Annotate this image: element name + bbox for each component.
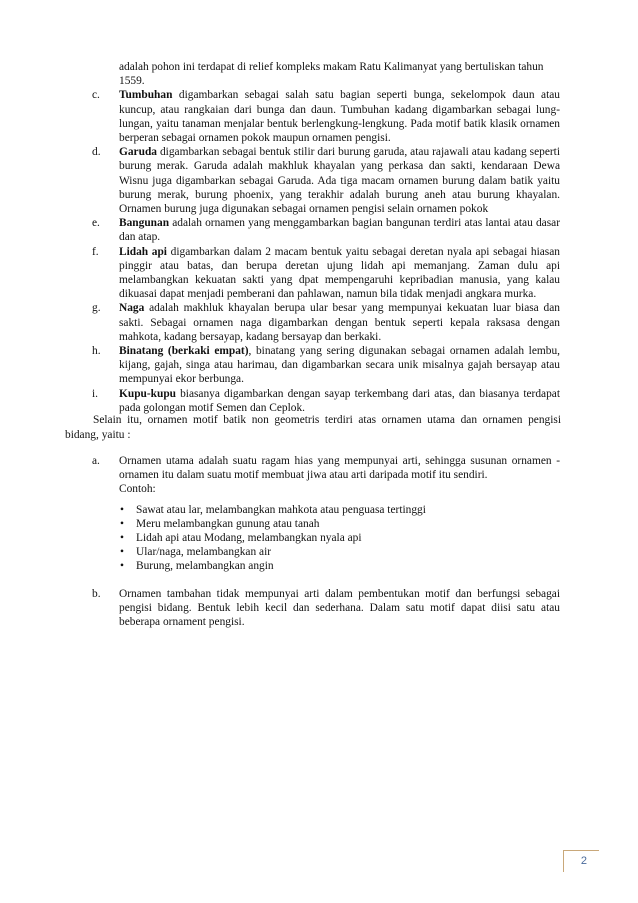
list-marker: h.: [92, 345, 101, 358]
example-text: Burung, melambangkan angin: [136, 560, 274, 573]
term: Tumbuhan: [119, 89, 173, 102]
example-text: Sawat atau lar, melambangkan mahkota atau penguasa tertinggi: [136, 503, 426, 516]
list-item-text: [119, 387, 560, 415]
list-item-a: [0, 454, 638, 497]
bullet-icon: •: [120, 503, 124, 516]
description: digambarkan sebagai salah satu bagian seperti bunga, sekelompok daun atau kuncup, atau rangkaian dari bunga dan daun. Tumbuhan kadang digambarkan sebagai lung-lungan, yaitu tanaman menjalar bentuk berlengkung-lengkung. Pada motif batik klasik ornamen berperan sebagai ornamen pokok maupun ornamen pengisi.: [119, 89, 560, 145]
list-item: [120, 517, 638, 531]
list-item-b: [0, 587, 638, 630]
ornament-type-list: [0, 454, 638, 629]
body-paragraph: Selain itu, ornamen motif batik non geometris terdiri atas ornamen utama dan ornamen pengisi bidang, yaitu :: [65, 414, 561, 441]
list-marker: f.: [92, 245, 99, 258]
term: Bangunan: [119, 217, 170, 230]
list-item: [120, 545, 638, 559]
bullet-icon: •: [120, 560, 124, 573]
list-item-h: [0, 344, 638, 387]
list-item-text: [119, 145, 560, 216]
term: Garuda: [119, 146, 157, 159]
list-item-d: [0, 145, 638, 216]
description: digambarkan sebagai bentuk stilir dari burung garuda, atau rajawali atau kadang seperti burung merak. Garuda adalah makhluk khayalan yang perkasa dan sakti, kendaraan Dewa Wisnu juga digambarkan sebagai Garuda. Ada tiga macam ornamen burung dalam batik yaitu burung merak, burung phoenix, yang terakhir adalah burung aneh atau burung khayalan. Ornamen burung juga digunakan sebagai ornamen pengisi selain ornamen pokok: [119, 146, 560, 216]
bullet-icon: •: [120, 532, 124, 545]
description: biasanya digambarkan dengan sayap terkembang dari atas, dan biasanya terdapat pada golongan motif Semen dan Ceplok.: [119, 387, 560, 414]
term: Naga: [119, 302, 145, 315]
list-marker: d.: [92, 146, 101, 159]
list-item-text: [119, 88, 560, 145]
example-text: Meru melambangkan gunung atau tanah: [136, 517, 320, 530]
examples-label: Contoh:: [119, 483, 156, 496]
page-number: 2: [580, 855, 587, 867]
list-item-i: [0, 387, 638, 415]
list-item-e: [0, 216, 638, 244]
list-marker: e.: [92, 217, 100, 230]
list-item-c: [0, 88, 638, 145]
term: Lidah api: [119, 245, 167, 258]
list-continuation: adalah pohon ini terdapat di relief kompleks makam Ratu Kalimanyat yang bertuliskan tahun 1559.: [119, 61, 544, 88]
list-item-text: [119, 301, 560, 344]
list-item: [120, 559, 638, 573]
bullet-icon: •: [120, 546, 124, 559]
list-marker: i.: [92, 387, 99, 400]
list-item-text: [119, 344, 560, 387]
bullet-icon: •: [120, 517, 124, 530]
example-text: Lidah api atau Modang, melambangkan nyala api: [136, 532, 362, 545]
list-marker: g.: [92, 302, 101, 315]
list-item-g: [0, 301, 638, 344]
term: Binatang (berkaki empat): [119, 345, 249, 358]
description: adalah makhluk khayalan berupa ular besar yang mempunyai kekuatan luar biasa dan sakti. Sebagai ornamen naga digambarkan dengan bentuk seperti kepala raksasa dengan mahkota, kadang bersayap, kadang bersayap dan berkaki.: [119, 302, 560, 343]
page-number-box: [563, 850, 599, 872]
list-marker: b.: [92, 587, 101, 600]
example-text: Ular/naga, melambangkan air: [136, 546, 272, 559]
list-item: [120, 503, 638, 517]
description: digambarkan dalam 2 macam bentuk yaitu sebagai deretan nyala api sebagai hiasan pinggir atau batas, dan berupa deretan ujung lidah api memanjang. Zaman dulu api melambangkan kekuatan sakti yang dpat mempengaruhi kepribadian manusia, yang kalau dikuasai dapat menjadi pemberani dan pahlawan, namun bila tidak menjadi angkara murka.: [119, 245, 560, 301]
list-item-text: [119, 216, 560, 244]
examples-list: [0, 503, 638, 574]
list-item-f: [0, 245, 638, 302]
list-item-text: [119, 245, 560, 302]
list-marker: a.: [92, 455, 100, 467]
ornament-list: [0, 60, 638, 415]
description: adalah ornamen yang menggambarkan bagian bangunan terdiri atas lantai atau dasar dan atap.: [119, 217, 560, 244]
list-item-text: Ornamen utama adalah suatu ragam hias yang mempunyai arti, sehingga susunan ornamen - ornamen itu dalam suatu motif membuat jiwa atau arti daripada motif itu sendiri.: [119, 455, 560, 482]
list-item-text: Ornamen tambahan tidak mempunyai arti dalam pembentukan motif dan berfungsi sebagai pengisi bidang. Bentuk lebih kecil dan sederhana. Dalam satu motif dapat diisi satu atau beberapa ornament pengisi.: [119, 587, 560, 629]
list-marker: c.: [92, 89, 100, 102]
list-item: [120, 531, 638, 545]
description: , binatang yang sering digunakan sebagai ornamen adalah lembu, kijang, gajah, singa atau harimau, dan digambarkan secara unik misalnya gajah bersayap atau mempunyai ekor berbunga.: [119, 345, 560, 386]
term: Kupu-kupu: [119, 387, 176, 400]
